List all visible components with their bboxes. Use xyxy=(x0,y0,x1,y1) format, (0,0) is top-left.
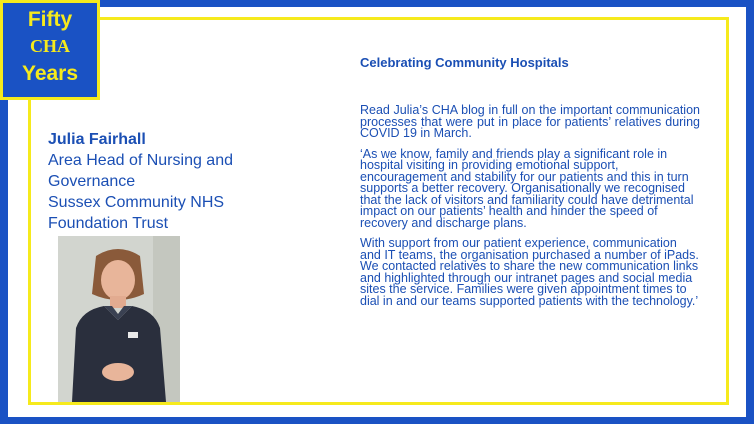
person-org-line2: Foundation Trust xyxy=(48,215,169,232)
person-title-line1: Area Head of Nursing and xyxy=(48,152,233,169)
paragraph-quote-2: With support from our patient experience, communication and IT teams, the organisation purchased a number of iPads. We contacted relatives to share the new communication links and highlighted through our intranet pages and social media sites the service. Families were given appointment times to dial in and our teams supported patients with the technology.’ xyxy=(360,236,699,308)
cha-fifty-years-logo xyxy=(0,0,100,100)
person-photo xyxy=(58,236,180,402)
logo-line-cha: CHA xyxy=(30,36,70,56)
slide xyxy=(8,7,746,417)
person-name: Julia Fairhall xyxy=(48,131,146,148)
logo-line-fifty: Fifty xyxy=(27,8,73,31)
section-heading: Celebrating Community Hospitals xyxy=(360,55,569,70)
logo-line-years: Years xyxy=(21,62,79,85)
paragraph-quote-1: ‘As we know, family and friends play a significant role in hospital visiting in providing emotional support, encouragement and stability for our patients and this in turn supports a better recovery. Organisationally we recognised that the lack of visitors and familiarity could have detrimental impact on our patients’ health and hinder the speed of recovery and discharge plans. xyxy=(360,146,694,230)
person-title-line2: Governance xyxy=(48,173,136,190)
blog-text xyxy=(360,105,700,316)
person-org-line1: Sussex Community NHS xyxy=(48,194,225,211)
paragraph-intro: Read Julia’s CHA blog in full on the important communication processes that were put in place for patients’ relatives during COVID 19 in March. xyxy=(360,103,700,140)
person-info xyxy=(48,129,288,234)
portrait-illustration xyxy=(58,236,180,402)
